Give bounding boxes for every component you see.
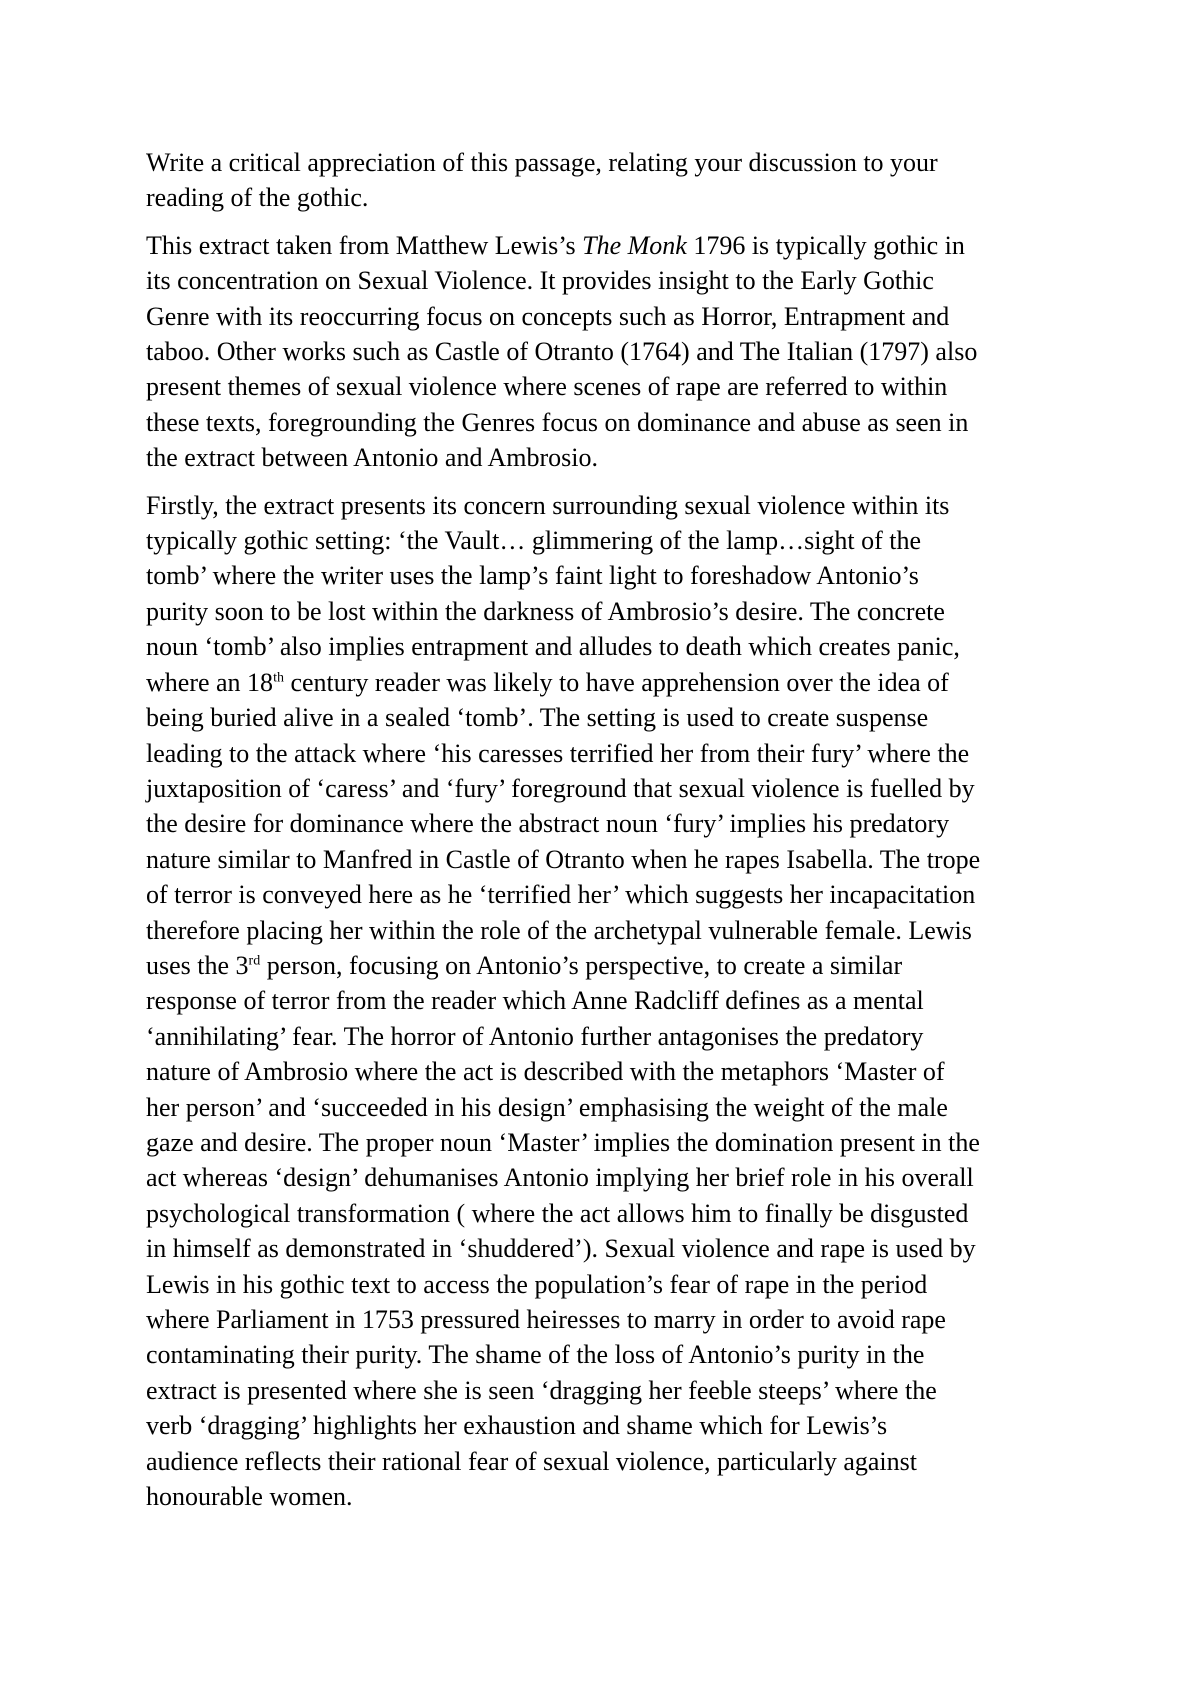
body-line: nature similar to Manfred in Castle of Otranto when he rapes Isabella. The trope [146,844,981,874]
body-line-text: century reader was likely to have apprehension over the idea of [283,667,949,697]
intro-line-text: This extract taken from Matthew Lewis’s [146,230,583,260]
body-line: therefore placing her within the role of the archetypal vulnerable female. Lewis [146,915,972,945]
body-line: gaze and desire. The proper noun ‘Master’ implies the domination present in the [146,1127,980,1157]
body-line: tomb’ where the writer uses the lamp’s faint light to foreshadow Antonio’s [146,561,919,591]
body-paragraph [146,488,1066,1515]
ordinal-superscript: th [273,670,284,686]
book-title: The Monk [582,230,687,260]
ordinal-superscript: rd [248,953,261,969]
body-line-text: person, focusing on Antonio’s perspective, to create a similar [260,950,903,980]
body-line: noun ‘tomb’ also implies entrapment and alludes to death which creates panic, [146,632,960,662]
body-line: juxtaposition of ‘caress’ and ‘fury’ foreground that sexual violence is fuelled by [146,773,975,803]
essay-prompt [146,145,1066,216]
body-line: ‘annihilating’ fear. The horror of Antonio further antagonises the predatory [146,1021,924,1051]
body-line: honourable women. [146,1482,353,1512]
body-line: where Parliament in 1753 pressured heiresses to marry in order to avoid rape [146,1305,946,1334]
body-line: psychological transformation ( where the act allows him to finally be disgusted [146,1198,969,1228]
body-line: verb ‘dragging’ highlights her exhaustion and shame which for Lewis’s [146,1411,888,1441]
body-line: her person’ and ‘succeeded in his design’ emphasising the weight of the male [146,1092,948,1122]
body-line: typically gothic setting: ‘the Vault… glimmering of the lamp…sight of the [146,526,922,556]
body-line: of terror is conveyed here as he ‘terrified her’ which suggests her incapacitation [146,880,976,910]
body-line-text: uses the 3 [146,950,249,980]
body-line [146,948,1066,983]
body-line: Lewis in his gothic text to access the population’s fear of rape in the period [146,1269,928,1299]
intro-line: taboo. Other works such as Castle of Otranto (1764) and The Italian (1797) also [146,337,978,367]
intro-line: these texts, foregrounding the Genres focus on dominance and abuse as seen in [146,407,969,437]
prompt-line: reading of the gothic. [146,183,369,213]
body-line: the desire for dominance where the abstract noun ‘fury’ implies his predatory [146,809,950,839]
body-line: leading to the attack where ‘his caresses terrified her from their fury’ where the [146,738,970,768]
intro-line [146,228,1066,263]
intro-line: present themes of sexual violence where scenes of rape are referred to within [146,372,948,402]
intro-line: Genre with its reoccurring focus on concepts such as Horror, Entrapment and [146,301,950,331]
body-line: audience reflects their rational fear of sexual violence, particularly against [146,1446,917,1476]
intro-paragraph [146,228,1066,476]
body-line: being buried alive in a sealed ‘tomb’. The setting is used to create suspense [146,703,929,733]
body-line: act whereas ‘design’ dehumanises Antonio implying her brief role in his overall [146,1163,974,1193]
intro-line: its concentration on Sexual Violence. It provides insight to the Early Gothic [146,266,934,296]
body-line: contaminating their purity. The shame of the loss of Antonio’s purity in the [146,1340,925,1370]
essay-text [146,145,1066,1514]
intro-line-text: 1796 is typically gothic in [686,230,965,260]
body-line: in himself as demonstrated in ‘shuddered’). Sexual violence and rape is used by [146,1234,976,1264]
prompt-line: Write a critical appreciation of this passage, relating your discussion to your [146,148,938,177]
body-line: extract is presented where she is seen ‘dragging her feeble steeps’ where the [146,1375,937,1405]
intro-line: the extract between Antonio and Ambrosio. [146,443,599,473]
body-line: nature of Ambrosio where the act is described with the metaphors ‘Master of [146,1057,945,1087]
body-line: purity soon to be lost within the darkness of Ambrosio’s desire. The concrete [146,596,945,626]
body-line: Firstly, the extract presents its concern surrounding sexual violence within its [146,490,950,520]
body-line [146,665,1066,700]
body-line-text: where an 18 [146,667,274,697]
body-line: response of terror from the reader which Anne Radcliff defines as a mental [146,986,924,1016]
